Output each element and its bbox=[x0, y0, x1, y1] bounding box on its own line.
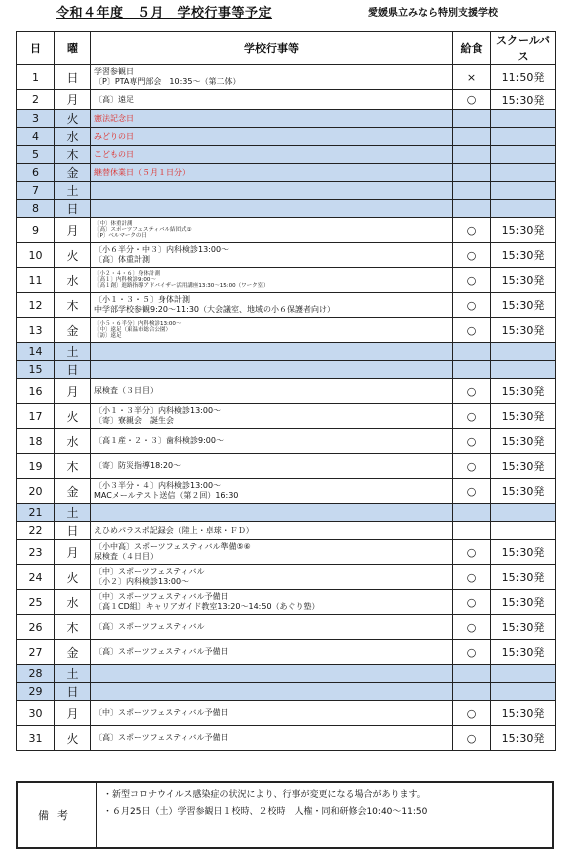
bus-cell: 15:30発 bbox=[491, 640, 556, 665]
day-cell: 3 bbox=[17, 110, 55, 128]
weekday-cell: 金 bbox=[55, 640, 91, 665]
weekday-cell: 木 bbox=[55, 615, 91, 640]
holiday-label: みどりの日 bbox=[94, 131, 134, 141]
lunch-cell bbox=[453, 200, 491, 218]
events-cell bbox=[91, 200, 453, 218]
bus-cell: 15:30発 bbox=[491, 404, 556, 429]
bus-cell: 15:30発 bbox=[491, 90, 556, 110]
schedule-row bbox=[17, 318, 556, 343]
events-cell bbox=[91, 243, 453, 268]
bus-cell bbox=[491, 504, 556, 522]
schedule-body bbox=[17, 65, 556, 751]
events-cell bbox=[91, 268, 453, 293]
bus-cell: 15:30発 bbox=[491, 479, 556, 504]
event-line: 尿検査（３日目） bbox=[94, 386, 158, 396]
event-line: 〔小６半分・中３〕内科検診13:00～ bbox=[94, 245, 230, 255]
weekday-cell: 水 bbox=[55, 429, 91, 454]
events-cell bbox=[91, 379, 453, 404]
event-line: 〔高〕スポーツフェスティバル予備日 bbox=[94, 647, 229, 657]
event-line: 〔高〕スポーツフェスティバル予備日 bbox=[94, 733, 229, 743]
weekday-cell: 水 bbox=[55, 590, 91, 615]
day-cell: 9 bbox=[17, 218, 55, 243]
weekday-cell: 火 bbox=[55, 404, 91, 429]
event-line: えひめパラスポ記録会（陸上・卓球・ＦＤ） bbox=[94, 525, 254, 535]
weekday-cell: 金 bbox=[55, 164, 91, 182]
schedule-row bbox=[17, 361, 556, 379]
weekday-cell: 水 bbox=[55, 128, 91, 146]
events-cell bbox=[91, 110, 453, 128]
day-cell: 4 bbox=[17, 128, 55, 146]
event-line: 〔高１CD組〕キャリアガイド教室13:20～14:50（あぐり塾） bbox=[94, 602, 320, 611]
weekday-cell: 木 bbox=[55, 293, 91, 318]
weekday-cell: 木 bbox=[55, 146, 91, 164]
schedule-row bbox=[17, 293, 556, 318]
lunch-cell: ○ bbox=[453, 379, 491, 404]
events-cell bbox=[91, 361, 453, 379]
lunch-cell: ○ bbox=[453, 640, 491, 665]
lunch-cell: ○ bbox=[453, 268, 491, 293]
events-cell bbox=[91, 683, 453, 701]
schedule-row bbox=[17, 665, 556, 683]
event-line: 〔高〕スポーツフェスティバル結団式① bbox=[94, 226, 192, 233]
event-line: 〔小３半分・４〕内科検診13:00～ bbox=[94, 481, 222, 491]
day-cell: 7 bbox=[17, 182, 55, 200]
schedule-row bbox=[17, 683, 556, 701]
schedule-row bbox=[17, 565, 556, 590]
event-line: 〔小１・３・５〕身体計測 bbox=[94, 295, 190, 305]
day-cell: 22 bbox=[17, 522, 55, 540]
schedule-row bbox=[17, 268, 556, 293]
events-cell bbox=[91, 429, 453, 454]
holiday-label: 憲法記念日 bbox=[94, 113, 134, 123]
schedule-row bbox=[17, 615, 556, 640]
bus-cell: 15:30発 bbox=[491, 318, 556, 343]
day-cell: 23 bbox=[17, 540, 55, 565]
lunch-cell: ○ bbox=[453, 615, 491, 640]
day-cell: 29 bbox=[17, 683, 55, 701]
lunch-cell: ○ bbox=[453, 540, 491, 565]
day-cell: 20 bbox=[17, 479, 55, 504]
day-cell: 18 bbox=[17, 429, 55, 454]
day-cell: 28 bbox=[17, 665, 55, 683]
school-name: 愛媛県立みなら特別支援学校 bbox=[368, 8, 498, 19]
bus-cell: 15:30発 bbox=[491, 590, 556, 615]
event-line: 〔高１産・２・３〕歯科検診9:00～ bbox=[94, 436, 224, 446]
bus-cell bbox=[491, 200, 556, 218]
lunch-cell: ○ bbox=[453, 726, 491, 751]
schedule-row bbox=[17, 404, 556, 429]
weekday-cell: 火 bbox=[55, 565, 91, 590]
lunch-cell: ○ bbox=[453, 404, 491, 429]
event-line: 〔P〕PTA専門部会 10:35～（第二体） bbox=[94, 77, 241, 86]
day-cell: 19 bbox=[17, 454, 55, 479]
lunch-cell: ○ bbox=[453, 565, 491, 590]
lunch-cell bbox=[453, 683, 491, 701]
bus-cell bbox=[491, 361, 556, 379]
events-cell bbox=[91, 218, 453, 243]
event-line: 〔高〕体重計測 bbox=[94, 255, 150, 264]
schedule-row bbox=[17, 90, 556, 110]
event-line: 〔訪〕遠足 bbox=[94, 333, 122, 340]
events-cell bbox=[91, 540, 453, 565]
weekday-cell: 日 bbox=[55, 522, 91, 540]
day-cell: 14 bbox=[17, 343, 55, 361]
events-cell bbox=[91, 128, 453, 146]
weekday-cell: 日 bbox=[55, 361, 91, 379]
events-cell bbox=[91, 615, 453, 640]
weekday-cell: 火 bbox=[55, 110, 91, 128]
notes-box bbox=[16, 781, 554, 849]
schedule-row bbox=[17, 146, 556, 164]
event-line: 〔中〕スポーツフェスティバル bbox=[94, 567, 205, 577]
bus-cell: 15:30発 bbox=[491, 429, 556, 454]
schedule-row bbox=[17, 504, 556, 522]
day-cell: 13 bbox=[17, 318, 55, 343]
events-cell bbox=[91, 164, 453, 182]
events-cell bbox=[91, 404, 453, 429]
header-events: 学校行事等 bbox=[91, 32, 453, 65]
events-cell bbox=[91, 701, 453, 726]
bus-cell: 15:30発 bbox=[491, 454, 556, 479]
events-cell bbox=[91, 65, 453, 90]
schedule-row bbox=[17, 479, 556, 504]
event-line: 〔中〕スポーツフェスティバル予備日 bbox=[94, 592, 229, 602]
lunch-cell: ○ bbox=[453, 243, 491, 268]
page-title: 令和４年度 ５月 学校行事等予定 bbox=[56, 6, 273, 21]
schedule-row bbox=[17, 65, 556, 90]
lunch-cell bbox=[453, 128, 491, 146]
events-cell bbox=[91, 479, 453, 504]
note-line: ・新型コロナウイルス感染症の状況により、行事が変更になる場合があります。 bbox=[103, 790, 426, 800]
event-line: 〔小５・６半分〕内科検診13:00～ bbox=[94, 320, 182, 327]
note-line: ・６月25日（土）学習参観日１校時、２校時 人権・同和研修会10:40～11:50 bbox=[103, 807, 428, 818]
weekday-cell: 金 bbox=[55, 479, 91, 504]
schedule-row bbox=[17, 640, 556, 665]
weekday-cell: 火 bbox=[55, 726, 91, 751]
lunch-cell bbox=[453, 504, 491, 522]
lunch-cell: ○ bbox=[453, 479, 491, 504]
bus-cell: 15:30発 bbox=[491, 615, 556, 640]
bus-cell bbox=[491, 110, 556, 128]
bus-cell bbox=[491, 343, 556, 361]
weekday-cell: 月 bbox=[55, 701, 91, 726]
bus-cell bbox=[491, 164, 556, 182]
day-cell: 10 bbox=[17, 243, 55, 268]
events-cell bbox=[91, 504, 453, 522]
schedule-row bbox=[17, 110, 556, 128]
events-cell bbox=[91, 565, 453, 590]
event-line: 〔高１創〕進路指導アドバイザー活用講座13:30～15:00（ワーク室） bbox=[94, 283, 269, 290]
events-cell bbox=[91, 90, 453, 110]
event-line: 〔寄〕寮親会 誕生会 bbox=[94, 416, 174, 425]
day-cell: 15 bbox=[17, 361, 55, 379]
lunch-cell: ○ bbox=[453, 293, 491, 318]
schedule-row bbox=[17, 218, 556, 243]
weekday-cell: 木 bbox=[55, 454, 91, 479]
day-cell: 26 bbox=[17, 615, 55, 640]
lunch-cell bbox=[453, 146, 491, 164]
schedule-row bbox=[17, 726, 556, 751]
event-line: 〔高〕遠足 bbox=[94, 94, 134, 104]
weekday-cell: 日 bbox=[55, 200, 91, 218]
weekday-cell: 水 bbox=[55, 268, 91, 293]
lunch-cell: ○ bbox=[453, 590, 491, 615]
bus-cell bbox=[491, 665, 556, 683]
lunch-cell: ○ bbox=[453, 318, 491, 343]
day-cell: 27 bbox=[17, 640, 55, 665]
weekday-cell: 土 bbox=[55, 665, 91, 683]
holiday-label: こどもの日 bbox=[94, 149, 134, 159]
day-cell: 16 bbox=[17, 379, 55, 404]
day-cell: 31 bbox=[17, 726, 55, 751]
day-cell: 6 bbox=[17, 164, 55, 182]
events-cell bbox=[91, 293, 453, 318]
events-cell bbox=[91, 522, 453, 540]
schedule-row bbox=[17, 343, 556, 361]
header-lunch: 給食 bbox=[453, 32, 491, 65]
header-row bbox=[17, 32, 556, 65]
event-line: 〔小２〕内科検診13:00～ bbox=[94, 577, 190, 586]
schedule-row bbox=[17, 164, 556, 182]
header-day: 日 bbox=[17, 32, 55, 65]
notes-label: 備考 bbox=[18, 783, 97, 847]
day-cell: 8 bbox=[17, 200, 55, 218]
event-line: 〔中〕スポーツフェスティバル予備日 bbox=[94, 708, 229, 718]
event-line: 〔高〕スポーツフェスティバル bbox=[94, 622, 205, 632]
weekday-cell: 月 bbox=[55, 379, 91, 404]
lunch-cell: ○ bbox=[453, 454, 491, 479]
day-cell: 25 bbox=[17, 590, 55, 615]
bus-cell: 15:30発 bbox=[491, 540, 556, 565]
bus-cell: 15:30発 bbox=[491, 379, 556, 404]
events-cell bbox=[91, 343, 453, 361]
lunch-cell: ○ bbox=[453, 701, 491, 726]
weekday-cell: 月 bbox=[55, 90, 91, 110]
day-cell: 24 bbox=[17, 565, 55, 590]
schedule-row bbox=[17, 200, 556, 218]
events-cell bbox=[91, 640, 453, 665]
bus-cell: 15:30発 bbox=[491, 243, 556, 268]
bus-cell: 15:30発 bbox=[491, 726, 556, 751]
events-cell bbox=[91, 318, 453, 343]
events-cell bbox=[91, 454, 453, 479]
schedule-row bbox=[17, 540, 556, 565]
lunch-cell: ○ bbox=[453, 218, 491, 243]
schedule-row bbox=[17, 243, 556, 268]
event-line: 〔P〕ベルマークの日 bbox=[94, 233, 147, 240]
lunch-cell bbox=[453, 182, 491, 200]
schedule-row bbox=[17, 182, 556, 200]
weekday-cell: 日 bbox=[55, 683, 91, 701]
bus-cell: 15:30発 bbox=[491, 218, 556, 243]
bus-cell: 15:30発 bbox=[491, 565, 556, 590]
event-line: MACメールテスト送信（第２回）16:30 bbox=[94, 491, 239, 500]
bus-cell bbox=[491, 146, 556, 164]
weekday-cell: 土 bbox=[55, 182, 91, 200]
schedule-table bbox=[16, 31, 556, 751]
events-cell bbox=[91, 726, 453, 751]
bus-cell: 15:30発 bbox=[491, 293, 556, 318]
weekday-cell: 土 bbox=[55, 343, 91, 361]
lunch-cell bbox=[453, 110, 491, 128]
bus-cell: 15:30発 bbox=[491, 268, 556, 293]
event-line: 学習参観日 bbox=[94, 67, 134, 77]
event-line: 〔中〕遠足（東温市総合公園） bbox=[94, 326, 172, 333]
events-cell bbox=[91, 146, 453, 164]
schedule-row bbox=[17, 128, 556, 146]
bus-cell bbox=[491, 128, 556, 146]
header-bus: スクールバス bbox=[491, 32, 556, 65]
weekday-cell: 金 bbox=[55, 318, 91, 343]
lunch-cell bbox=[453, 361, 491, 379]
event-line: 尿検査（４日目） bbox=[94, 552, 158, 561]
schedule-row bbox=[17, 701, 556, 726]
weekday-cell: 土 bbox=[55, 504, 91, 522]
day-cell: 30 bbox=[17, 701, 55, 726]
events-cell bbox=[91, 182, 453, 200]
events-cell bbox=[91, 665, 453, 683]
day-cell: 21 bbox=[17, 504, 55, 522]
weekday-cell: 日 bbox=[55, 65, 91, 90]
lunch-cell: × bbox=[453, 65, 491, 90]
bus-cell: 11:50発 bbox=[491, 65, 556, 90]
day-cell: 1 bbox=[17, 65, 55, 90]
lunch-cell bbox=[453, 343, 491, 361]
event-line: 〔中〕体重計測 bbox=[94, 220, 133, 227]
day-cell: 12 bbox=[17, 293, 55, 318]
bus-cell bbox=[491, 182, 556, 200]
weekday-cell: 月 bbox=[55, 540, 91, 565]
schedule-row bbox=[17, 522, 556, 540]
day-cell: 5 bbox=[17, 146, 55, 164]
weekday-cell: 火 bbox=[55, 243, 91, 268]
event-line: 〔小１・３半分〕内科検診13:00～ bbox=[94, 406, 222, 416]
lunch-cell bbox=[453, 164, 491, 182]
lunch-cell: ○ bbox=[453, 429, 491, 454]
schedule-row bbox=[17, 379, 556, 404]
event-line: 中学部学校参観9:20～11:30（大会議室、地域の小６保護者向け） bbox=[94, 305, 336, 314]
header-weekday: 曜 bbox=[55, 32, 91, 65]
event-line: 〔小２・４・６〕身体計測 bbox=[94, 270, 161, 277]
notes-body bbox=[97, 783, 552, 847]
bus-cell: 15:30発 bbox=[491, 701, 556, 726]
weekday-cell: 月 bbox=[55, 218, 91, 243]
bus-cell bbox=[491, 522, 556, 540]
event-line: 〔小中高〕スポーツフェスティバル準備⑤⑥ bbox=[94, 542, 251, 552]
day-cell: 11 bbox=[17, 268, 55, 293]
lunch-cell bbox=[453, 522, 491, 540]
event-line: 〔寄〕防災指導18:20～ bbox=[94, 461, 182, 471]
lunch-cell bbox=[453, 665, 491, 683]
schedule-row bbox=[17, 590, 556, 615]
events-cell bbox=[91, 590, 453, 615]
day-cell: 2 bbox=[17, 90, 55, 110]
holiday-label: 継替休業日（５月１日分） bbox=[94, 167, 190, 177]
schedule-row bbox=[17, 429, 556, 454]
day-cell: 17 bbox=[17, 404, 55, 429]
event-line: 〔高１〕内科検診9:00～ bbox=[94, 276, 156, 283]
bus-cell bbox=[491, 683, 556, 701]
schedule-row bbox=[17, 454, 556, 479]
lunch-cell: ○ bbox=[453, 90, 491, 110]
